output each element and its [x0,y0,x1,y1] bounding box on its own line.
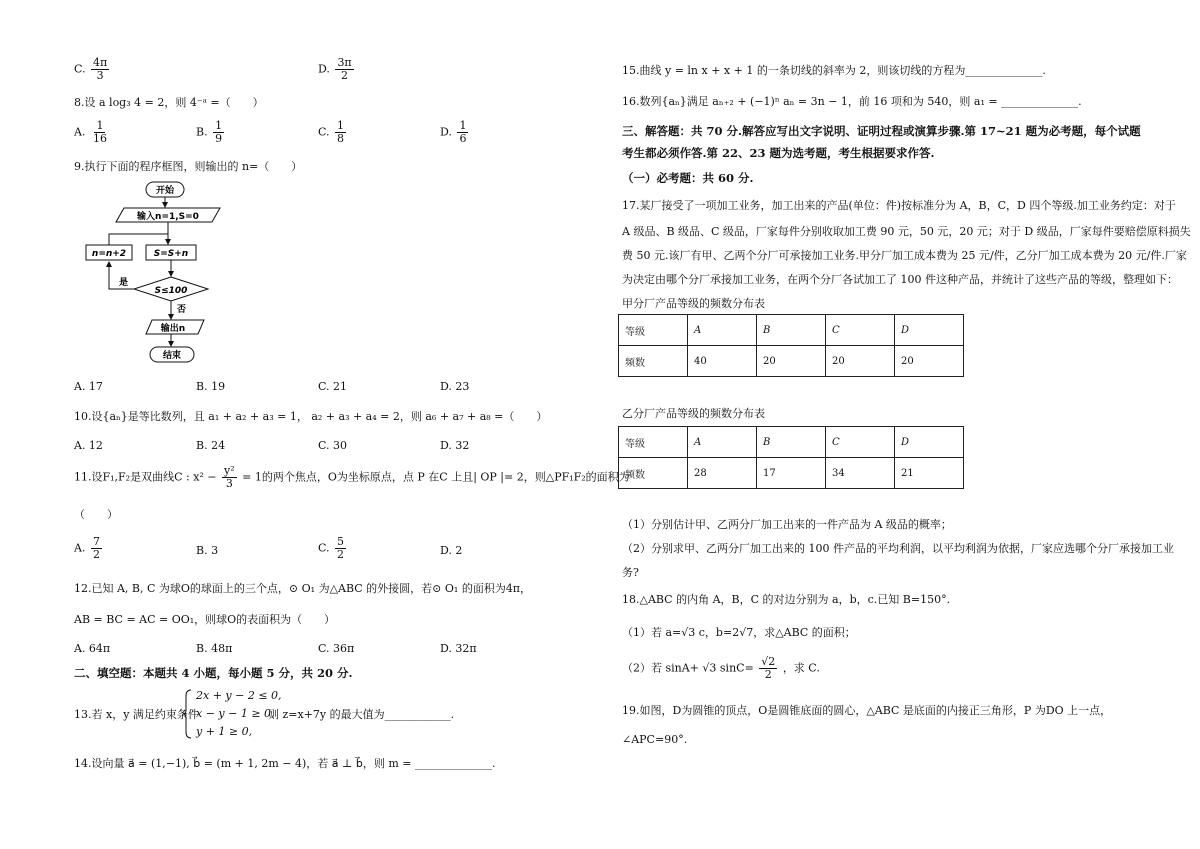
q17-part2-line2: 务? [622,566,639,579]
table-row: 频数 40 20 20 20 [619,346,964,377]
flowchart [80,176,240,371]
q9-option-d: D. 23 [440,380,470,393]
q18-part1: （1）若 a=√3 c，b=2√7，求△ABC 的面积； [622,626,856,639]
flow-start-text: 开始 [155,186,175,196]
q11-option-b: B. 3 [196,544,219,557]
q8-stem: 8.设 a log₃ 4 = 2，则 4⁻ᵃ =（ ） [74,96,264,109]
q11-option-a: A. $\frac{7}{2}$ [74,535,100,562]
q17-line3: 费 50 元.该厂有甲、乙两个分厂可承接加工业务.甲分厂加工成本费为 25 元/件，乙分厂加工成本费为 20 元/件.厂家 [622,249,1187,262]
q17-line4: 为决定由哪个分厂承接加工业务，在两个分厂各试加工了 100 件这种产品，并统计了这些产品的等级，整理如下： [622,273,1178,286]
table1-title: 甲分厂产品等级的频数分布表 [622,297,765,310]
flow-decision-text: S≤100 [154,286,188,296]
q10-option-d: D. 32 [440,439,470,452]
flow-inc-text: n=n+2 [91,249,127,259]
q7-option-d: D. $\frac{3\pi}{2}$ [318,56,352,83]
q8-option-c: C. $\frac{1}{8}$ [318,119,345,146]
table-row: 等级 A B C D [619,315,964,346]
q10-option-a: A. 12 [74,439,103,452]
table-yi-frequency [618,426,964,489]
table-row: 等级 A B C D [619,427,964,458]
q12-option-d: D. 32π [440,642,477,655]
table2-title: 乙分厂产品等级的频数分布表 [622,407,765,420]
q10-option-c: C. 30 [318,439,348,452]
q11-option-c: C. $\frac{5}{2}$ [318,535,345,562]
section-2-heading: 二、填空题：本题共 4 小题，每小题 5 分，共 20 分. [74,666,353,680]
flow-output-text: 输出n [160,324,186,334]
q8-option-d: D. $\frac{1}{6}$ [440,119,467,146]
q7-option-c: C. $\frac{4\pi}{3}$ [74,56,108,83]
flow-yes-label: 是 [119,278,129,288]
section-3-heading-line2: 考生都必须作答.第 22、23 题为选考题，考生根据要求作答. [622,146,935,160]
q12-line1: 12.已知 A, B, C 为球O的球面上的三个点，⊙ O₁ 为△ABC 的外接圆，若⊙ O₁ 的面积为4π， [74,582,532,595]
section-3-heading-line1: 三、解答题：共 70 分.解答应写出文字说明、证明过程或演算步骤.第 17~21 题为必考题，每个试题 [622,124,1141,138]
q13-constraint-3: y + 1 ≥ 0, [196,725,253,738]
q18-part2: （2）若 sinA+ √3 sinC= $\frac{√2}{2}$ ，求 C. [622,655,820,682]
q17-part1: （1）分别估计甲、乙两分厂加工出来的一件产品为 A 级品的概率； [622,518,952,531]
q12-option-b: B. 48π [196,642,233,655]
flow-end-text: 结束 [162,351,182,361]
q18-stem: 18.△ABC 的内角 A，B，C 的对边分别为 a，b，c.已知 B=150°. [622,593,951,606]
q15-stem: 15.曲线 y = ln x + x + 1 的一条切线的斜率为 2，则该切线的方程为______________. [622,64,1046,77]
q10-stem: 10.设{aₙ}是等比数列，且 a₁ + a₂ + a₃ = 1， a₂ + a₃ + a₄ = 2，则 a₆ + a₇ + a₈ =（ ） [74,410,548,423]
flow-sum-text: S=S+n [153,249,189,259]
q16-stem: 16.数列{aₙ}满足 aₙ₊₂ + (−1)ⁿ aₙ = 3n − 1，前 16 项和为 540，则 a₁ = ______________. [622,95,1082,108]
q13-constraint-1: 2x + y − 2 ≤ 0, [196,689,282,702]
q9-option-c: C. 21 [318,380,348,393]
q12-line2: AB = BC = AC = OO₁，则球O的表面积为（ ） [74,613,336,626]
section-3-subheading: （一）必考题：共 60 分. [622,171,754,185]
q12-option-c: C. 36π [318,642,355,655]
q17-part2-line1: （2）分别求甲、乙两分厂加工出来的 100 件产品的平均利润，以平均利润为依据，厂家应选哪个分厂承接加工业 [622,542,1174,555]
q19-line1: 19.如图，D为圆锥的顶点，O是圆锥底面的圆心，△ABC 是底面的内接正三角形，P 为DO 上一点， [622,704,1112,717]
q11-option-d: D. 2 [440,544,463,557]
q11-paren: （ ） [74,508,118,521]
q13-suffix: 则 z=x+7y 的最大值为____________. [268,708,455,721]
q13-prefix: 13.若 x，y 满足约束条件 [74,708,199,721]
q19-line2: ∠APC=90°. [622,733,688,746]
q9-option-b: B. 19 [196,380,226,393]
flow-input-text: 输入n=1,S=0 [137,212,199,222]
q9-option-a: A. 17 [74,380,103,393]
q8-option-b: B. $\frac{1}{9}$ [196,119,223,146]
table-jia-frequency [618,314,964,377]
q14-stem: 14.设向量 a⃗ = (1,−1), b⃗ = (m + 1, 2m − 4)，若 a⃗ ⊥ b⃗，则 m = ______________. [74,757,496,770]
q13-brace [183,688,193,740]
q11-stem: 11.设F₁,F₂是双曲线C : x² − $\frac{\text{y²}}{3}$ = 1的两个焦点，O为坐标原点，点 P 在C 上且| OP |= 2，则△PF₁F₂的面积为 [74,464,630,491]
q8-option-a: A. $\frac{1}{16}$ [74,119,107,146]
q17-line1: 17.某厂接受了一项加工业务，加工出来的产品(单位：件)按标准分为 A，B，C，D 四个等级.加工业务约定：对于 [622,199,1176,212]
q10-option-b: B. 24 [196,439,226,452]
q17-line2: A 级品、B 级品、C 级品，厂家每件分别收取加工费 90 元，50 元，20 元；对于 D 级品，厂家每件要赔偿原料损失 [622,225,1191,238]
q12-option-a: A. 64π [74,642,111,655]
q13-constraint-2: x − y − 1 ≥ 0, [196,707,275,720]
flow-no-label: 否 [177,305,187,315]
table-row: 频数 28 17 34 21 [619,458,964,489]
q9-stem: 9.执行下面的程序框图，则输出的 n=（ ） [74,160,303,173]
